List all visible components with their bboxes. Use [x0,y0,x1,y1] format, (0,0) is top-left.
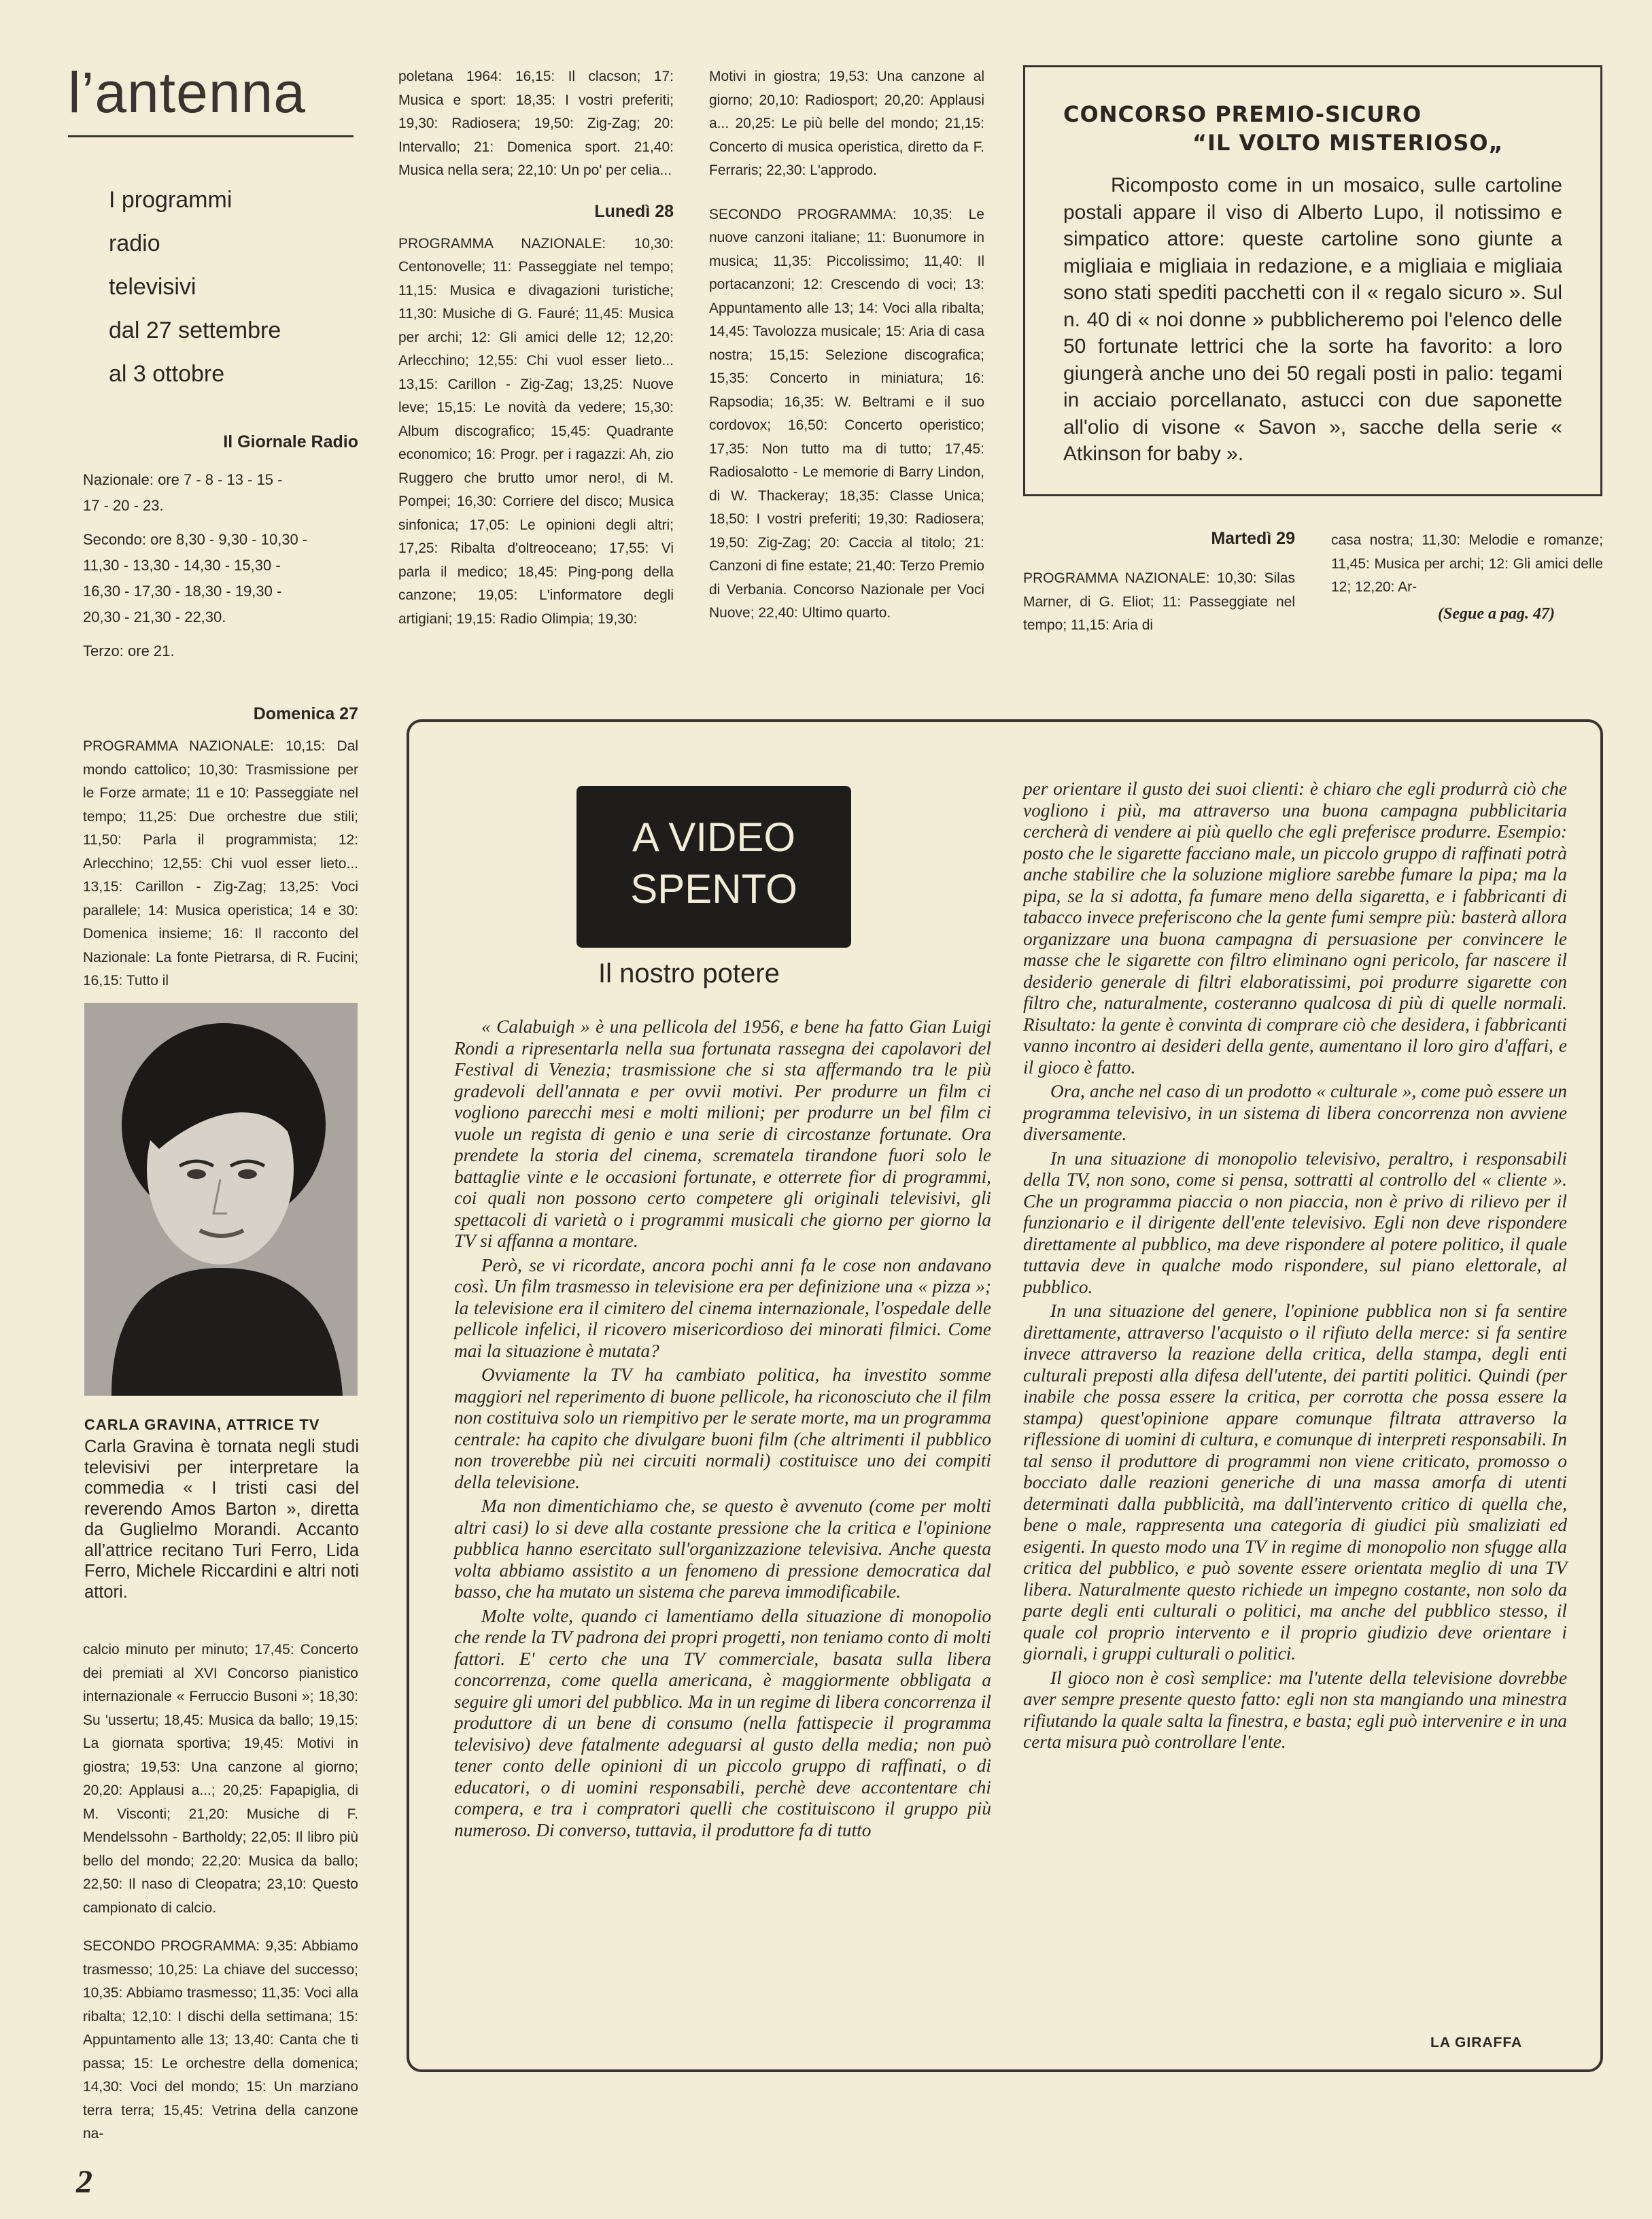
domenica-nazionale [83,735,358,993]
domenica-block [83,704,358,993]
article-paragraph: In una situazione del genere, l'opinione pubblica non si fa sentire direttamente, attraverso l'acquisto o il rifiuto della merce: si fa sentire invece attraverso la reazione della critica, della stampa, degli enti culturali preposti alla difesa dell'utente, dei partiti politici. Quindi (per inabile che possa essere la critica, per corrotta che possa essere la stampa) quest'opinione appare comunque filtrata attraverso la riflessione di uomini di cultura, e comunque di interpreti responsabili. In tal senso il produttore di programmi non viene criticato, promosso o bocciato dalle reazioni generiche di una massa amorfa di utenti determinati dalla pubblicità, ma dall'intervento critico di quella che, bene o male, rappresenta una categoria di giudici più smaliziati ed esigenti. In questo modo una TV in regime di monopolio non sfugge alla critica del pubblico, e può sovente essere orientata meglio di una TV libera. Naturalmente questo richiede un impegno costante, non solo da parte degli enti culturali o politici, ma anche del pubblico stesso, il quale col proprio intervento e il proprio giudizio deve orientare i giornali, i gruppi culturali o politici. [1023,1301,1567,1664]
article-signature: LA GIRAFFA [1430,2035,1523,2050]
schedule-text: SECONDO PROGRAMMA: 9,35: Abbiamo trasmesso; 10,25: La chiave del successo; 10,35: Abbiamo trasmesso; 11,35: Voci alla ribalta; 12,10: I dischi della settimana; 15: Appuntamento alle 13; 13,40: Canta che ti passa; 15: Le orchestre della domenica; 14,30: Voci del mondo; 15: Un marziano terra terra; 15,45: Vetrina della canzone na- [83,1938,358,2141]
day-heading-martedi: Martedì 29 [1211,529,1295,548]
article-paragraph: Molte volte, quando ci lamentiamo della situazione di monopolio che rende la TV padrona dei propri progetti, non teniamo conto di molti fattori. E' certo che una TV commerciale, basata sulla libera concorrenza, come quella americana, è maggiormente obbligata a seguire gli umori del pubblico. Ma in un regime di libera concorrenza il produttore di un bene di consumo (nella fattispecie il programma televisivo) deve fatalmente adeguarsi al gusto della media; non può tener conto delle opinioni di un piccolo gruppo di raffinati, o di educatori, o di uomini responsabili, perchè deve accontentare chi compera, e tra i compratori quelli che costituiscono il gruppo più numeroso. Di converso, tuttavia, il produttore fa di tutto [454,1605,991,1840]
domenica-continued [83,1638,358,2146]
caption-heading: CARLA GRAVINA, ATTRICE TV [84,1416,320,1433]
badge-line: A VIDEO [632,814,796,860]
subtitle-line: I programmi [109,187,233,213]
magazine-section-title: l’antenna [68,60,354,137]
lunedi-secondo [709,203,984,625]
schedule-text: calcio minuto per minuto; 17,45: Concerto dei premiati al XVI Concorso pianistico internazionale « Ferruccio Busoni »; 18,30: Su 'ussertu; 18,45: Musica da ballo; 19,15: La giornata sportiva; 19,45: Motivi in giostra; 19,53: Una canzone al giorno; 20,20: Applausi a...; 20,25: Fapapiglia, di M. Visconti; 21,20: Musiche di F. Mendelssohn - Bartholdy; 22,05: Il libro più bello del mondo; 22,20: Musica da ballo; 22,50: Il naso di Cleopatra; 23,10: Questo campionato di calcio. [83,1642,358,1916]
actress-photo [84,1003,358,1396]
giornale-radio-title: Il Giornale Radio [223,432,358,451]
schedule-text: poletana 1964: 16,15: Il clacson; 17: Musica e sport: 18,35: I vostri preferiti; 19,30: Radiosera; 19,50: Zig-Zag; 20: Intervallo; 21: Domenica sport. 21,40: Musica nella sera; 22,10: Un po' per celia... [398,69,674,178]
schedule-text: SECONDO PROGRAMMA: 10,35: Le nuove canzoni italiane; 11: Buonumore in musica; 11,35: Piccolissimo; 11,40: Il portacanzoni; 12: Crescendo di voci; 13: Appuntamento alle 13; 14: Voci alla ribalta; 14,45: Tavolozza musicale; 15: Aria di casa nostra; 15,15: Selezione discografica; 15,35: Concerto in miniatura; 16: Rapsodia; 16,35: W. Beltrami e il suo cordovox; 16,50: Concerto operistico; 17,35: Non tutto ma di tutto; 17,45: Radiosalotto - Le memorie di Barry Lindon, di W. Thackeray; 18,35: Classe Unica; 18,50: I vostri preferiti; 19,30: Radiosera; 19,50: Zig-Zag; 20: Caccia al titolo; 21: Canzoni di fine estate; 21,40: Terzo Premio di Verbania. Concorso Nazionale per Voci Nuove; 22,40: Ultimo quarto. [709,206,984,621]
article-paragraph: Ora, anche nel caso di un prodotto « culturale », come può essere un programma televisivo, in un sistema di libera concorrenza non avviene diversamente. [1023,1081,1567,1144]
lunedi-nazionale [398,233,674,632]
article-paragraph: Però, se vi ricordate, ancora pochi anni fa le cose non andavano così. Un film trasmesso in televisione era per definizione una « pizza »; la televisione era il cimitero del cinema internazionale, l'ospedale delle pellicole infelici, il ricovero misericordioso dei minorati filmici. Come mai la situazione è mutata? [454,1254,991,1361]
column-3 [709,65,984,625]
gr-line: Terzo: ore 21. [83,642,175,659]
gr-line: Nazionale: ore 7 - 8 - 13 - 15 - [83,471,283,488]
page-number: 2 [76,2164,92,2200]
lunedi-nazionale-end [709,65,984,183]
martedi-nazionale-cont [1331,529,1603,600]
subtitle-line: al 3 ottobre [109,361,225,387]
article-paragraph: Ovviamente la TV ha cambiato politica, ha investito somme maggiori nel reperimento di buone pellicole, ha riconosciuto che il film non costituiva solo un riempitivo per le serate morte, ma un programma centrale: ha capito che divulgare buoni film (che altrimenti il pubblico non troverebbe più nei circuiti normali) costituisce uno dei compiti della televisione. [454,1364,991,1492]
gr-line: 20,30 - 21,30 - 22,30. [83,608,226,625]
column-title-badge [577,786,851,948]
schedule-text: PROGRAMMA NAZIONALE: 10,30: Centonovelle; 11: Passeggiate nel tempo; 11,15: Musica e divagazioni turistiche; 11,30: Musiche di G. Fauré; 11,45: Musica per archi; 12: Gli amici delle 12; 12,20: Arlecchino; 12,55: Chi vuol esser lieto... 13,15: Carillon - Zig-Zag; 13,25: Nuove leve; 15,15: Le novità da vedere; 15,30: Album discografico; 15,45: Quadrante economico; 16: Progr. per i ragazzi: Ah, zio Ruggero che brutto umor nero!, di M. Pompei; 16,30: Corriere del disco; Musica sinfonica; 17,05: Le opinioni degli altri; 17,25: Ribalta d'oltreoceano; 17,55: Vi parla il medico; 18,45: Ping-pong della canzone; 19,05: L'informatore degli artigiani; 19,15: Radio Olimpia; 19,30: [398,235,674,627]
schedule-text: PROGRAMMA NAZIONALE: 10,15: Dal mondo cattolico; 10,30: Trasmissione per le Forze armate; 11 e 10: Passeggiate nel tempo; 11,25: Due orchestre due stili; 11,50: Parla il programmista; 12: Arlecchino; 12,55: Chi vuol esser lieto... 13,15: Carillon - Zig-Zag; 13,25: Voci parallele; 14: Musica operistica; 14 e 30: Domenica insieme; 16: Il racconto del Nazionale: La fonte Pietrarsa, di R. Fucini; 16,15: Tutto il [83,738,358,988]
domenica-secondo-end [398,65,674,183]
subtitle-line: dal 27 settembre [109,317,281,343]
article-left-column [454,1016,991,1844]
martedi-nazionale [1023,567,1295,638]
article-paragraph: In una situazione di monopolio televisivo, peraltro, i responsabili della TV, non sono, come si pensa, sottratti al controllo del « cliente ». Che un programma piaccia o non piaccia, non è privo di rilievo per il funzionario e il dirigente dell'ente televisivo. Egli non deve rispondere direttamente al pubblico, ma deve rispondere al potere politico, il quale tuttavia deve in qualche modo rispondere, sul piano elettorale, al pubblico. [1023,1148,1567,1297]
schedule-text: Motivi in giostra; 19,53: Una canzone al giorno; 20,10: Radiosport; 20,20: Applausi a... 20,25: Le più belle del mondo; 21,15: Concerto di musica operistica, diretto da F. Ferraris; 22,30: L'approdo. [709,69,984,178]
gr-line: 16,30 - 17,30 - 18,30 - 19,30 - [83,583,282,600]
giornale-radio-block [83,432,358,664]
article-paragraph: Il gioco non è così semplice: ma l'utente della televisione dovrebbe aver sempre presente questo fatto: egli non sta mangiando una minestra rifiutando la quale salta la finestra, e basta; egli può intervenire e in una certa misura può controllare l'ente. [1023,1667,1567,1752]
badge-line: SPENTO [630,866,797,912]
day-heading-domenica: Domenica 27 [253,704,358,723]
contest-title: CONCORSO PREMIO-SICURO [1063,101,1422,127]
schedule-text: casa nostra; 11,30: Melodie e romanze; 11,45: Musica per archi; 12: Gli amici delle 12; 12,20: Ar- [1331,532,1603,595]
portrait-illustration [84,1003,358,1396]
gr-line: Secondo: ore 8,30 - 9,30 - 10,30 - [83,531,308,548]
contest-box [1023,65,1602,496]
article-right-column [1023,778,1567,1756]
photo-caption [84,1416,359,1602]
gr-line: 11,30 - 13,30 - 14,30 - 15,30 - [83,557,281,574]
contest-body: Ricomposto come in un mosaico, sulle cartoline postali appare il viso di Alberto Lupo, il notissimo e simpatico attore: queste cartoline sono giunte a migliaia e migliaia in redazione, e a migliaia e migliaia sono stati spediti pacchetti con il « regalo sicuro ». Sul n. 40 di « noi donne » pubblicheremo poi l'elenco delle 50 fortunate lettrici che la sorte ha favorito: a loro giungerà anche uno dei 50 regali posti in palio: tegami in acciaio porcellanato, astucci con due saponette all'olio di visone « Savon », sacche della serie « Atkinson for baby ». [1063,174,1562,465]
subtitle-line: televisivi [109,274,196,300]
day-heading-lunedi: Lunedì 28 [594,201,674,221]
contest-subtitle: “IL VOLTO MISTERIOSO„ [1192,130,1504,156]
article-subtitle: Il nostro potere [598,959,780,988]
caption-body: Carla Gravina è tornata negli studi televisivi per interpretare la commedia « I tristi casi del reverendo Amos Barton », diretta da Guglielmo Morandi. Accanto all’attrice recitano Turi Ferro, Lida Ferro, Michele Riccardini e altri noti attori. [84,1437,359,1602]
subtitle-line: radio [109,230,160,256]
article-paragraph: per orientare il gusto dei suoi clienti: è chiaro che egli produrrà ciò che vogliono i più, ma attraverso una buona campagna pubblicitaria cercherà di vendere ai più quello che egli preferisce produrre. Esempio: posto che le sigarette facciano male, un piccolo gruppo di raffinati potrà anche stabilire che la soluzione migliore sarebbe fumare la pipa; ma la pipa, se la si adotta, fa fumare meno della sigaretta, e i fabbricanti di tabacco invece preferiscono che la gente fumi sempre più: basterà allora organizzare una buona campagna di persuasione per convincere le masse che le sigarette con filtro eliminano ogni pericolo, far nascere il desiderio generale di filtri elaboratissimi, poi produrre sigarette con filtro che, naturalmente, costeranno qualcosa di più di quelle normali. Risultato: la gente è convinta di comprare ciò che desidera, i fabbricanti vanno incontro ai desideri della gente, aumentano il loro giro d'affari, e il gioco è fatto. [1023,778,1567,1078]
schedule-text: PROGRAMMA NAZIONALE: 10,30: Silas Marner, di G. Eliot; 11: Passeggiate nel tempo; 11,15: Aria di [1023,570,1295,633]
gr-line: 17 - 20 - 23. [83,497,164,514]
continued-note: (Segue a pag. 47) [1438,605,1555,623]
column-2 [398,65,674,631]
article-paragraph: Ma non dimentichiamo che, se questo è avvenuto (come per molti altri casi) lo si deve alla costante pressione che la critica e l'opinione pubblica hanno esercitato sull'organizzazione televisiva. Anche questa volta abbiamo assistito a un fenomeno di pressione democratica dal basso, che ha mutato un sistema che pareva immodificabile. [454,1496,991,1602]
article-paragraph: « Calabuigh » è una pellicola del 1956, e bene ha fatto Gian Luigi Rondi a ripresentarla nella sua fortunata rassegna dei capolavori del Festival di Venezia; trasmissione che si sta affermando tra le più gradevoli dell'annata e per ovvii motivi. Per produrre un film ci vogliono parecchi mesi e molti milioni; per produrre un bel film ci vuole un regista di genio e una serie di circostanze fortunate. Ora prendete la storia del cinema, scrematela tirandone fuori solo le battaglie vinte e le occasioni fortunate, e otterrete fior di programmi, coi quali non possono certo competere gli originali televisivi, gli spettacoli di varietà o i programmi musicali che giorno per giorno la TV si affanna a montare. [454,1016,991,1251]
section-subtitle [109,178,340,396]
